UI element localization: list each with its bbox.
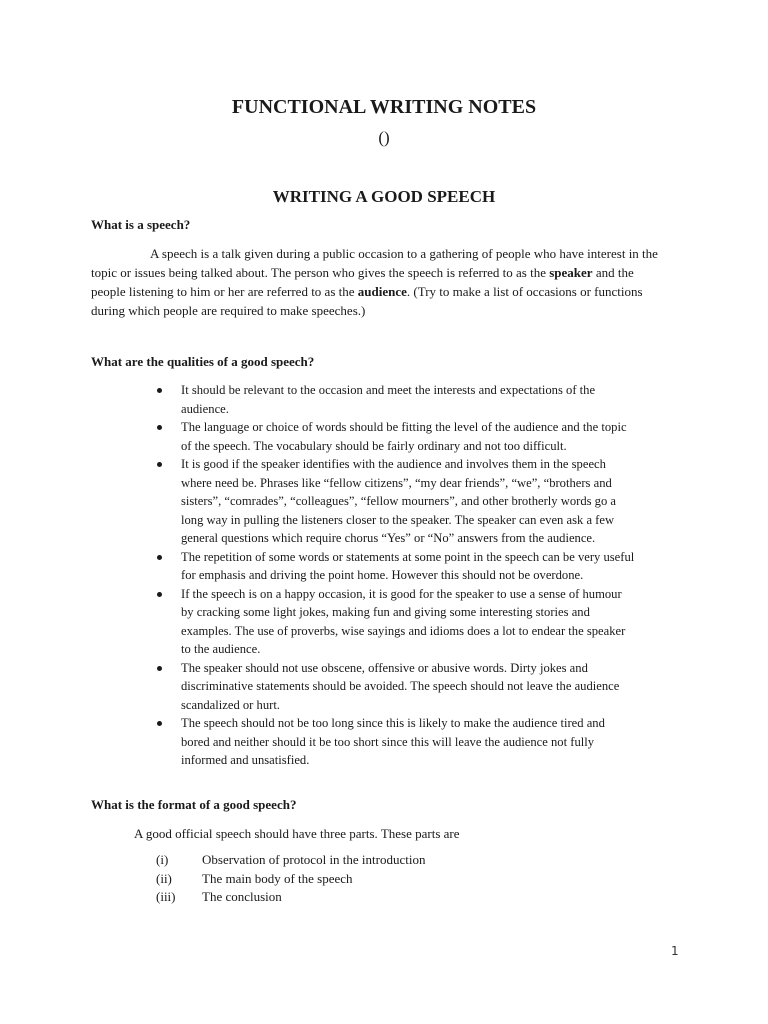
list-item-text: The conclusion (202, 889, 282, 904)
list-item-line: examples. The use of proverbs, wise sayings and idioms does a lot to endear the speaker (181, 623, 626, 638)
paragraph-text: . (Try to make a list of occasions or functions (406, 284, 643, 299)
list-item (91, 585, 691, 659)
list-item (91, 381, 691, 418)
document-subtitle: () (378, 128, 390, 147)
list-item-number: (ii) (156, 870, 172, 886)
bullet-icon (157, 425, 162, 430)
question-format: What is the format of a good speech? (91, 797, 297, 812)
format-intro: A good official speech should have three parts. These parts are (134, 826, 460, 841)
list-item-line: The language or choice of words should be fitting the level of the audience and the topic (181, 420, 627, 434)
list-item-line: long way in pulling the listeners closer to the speaker. The speaker can even ask a few (181, 512, 615, 527)
paragraph-line (91, 263, 691, 282)
speech-definition-paragraph (91, 244, 691, 320)
list-item-number: (i) (156, 852, 169, 867)
paragraph-text: and the (592, 265, 634, 280)
list-item (91, 418, 691, 455)
list-item (91, 455, 691, 548)
list-item-line: general questions which require chorus “Yes” or “No” answers from the audience. (181, 531, 596, 545)
list-item-line: It should be relevant to the occasion and meet the interests and expectations of the (181, 383, 596, 397)
list-item-line: bored and neither should it be too short since this will leave the audience not fully (181, 734, 595, 749)
document-title: FUNCTIONAL WRITING NOTES (231, 96, 537, 118)
page-number: 1 (671, 944, 679, 958)
list-item-line: scandalized or hurt. (181, 697, 280, 712)
list-item-line: of the speech. The vocabulary should be fairly ordinary and not too difficult. (181, 438, 567, 453)
section-title: WRITING A GOOD SPEECH (272, 187, 496, 206)
list-item-line: for emphasis and driving the point home. However this should not be overdone. (181, 568, 584, 582)
list-item-line: discriminative statements should be avoided. The speech should not leave the audience (181, 679, 620, 693)
bullet-icon (157, 462, 162, 467)
bullet-icon (157, 388, 162, 393)
bold-term-speaker: speaker (549, 265, 593, 280)
paragraph-text: people listening to him or her are referred to as the (91, 284, 358, 299)
list-item (91, 659, 691, 715)
list-item-number: (iii) (156, 889, 176, 904)
bullet-icon (157, 666, 162, 671)
list-item-line: If the speech is on a happy occasion, it is good for the speaker to use a sense of humour (181, 586, 622, 601)
list-item-line: by cracking some light jokes, making fun and giving some interesting stories and (181, 605, 590, 619)
list-item-line: It is good if the speaker identifies with the audience and involves them in the speech (181, 457, 606, 471)
list-item-line: sisters”, “comrades”, “colleagues”, “fellow mourners”, and other brotherly words go a (181, 494, 617, 508)
list-item-line: audience. (181, 401, 229, 416)
paragraph-line: A speech is a talk given during a public occasion to a gathering of people who have interest in the (150, 246, 658, 261)
list-item-line: The speech should not be too long since this is likely to make the audience tired and (181, 716, 605, 730)
question-qualities: What are the qualities of a good speech? (91, 354, 315, 369)
list-item (91, 548, 691, 585)
paragraph-line (91, 282, 691, 301)
qualities-list (91, 381, 691, 770)
bullet-icon (157, 555, 162, 560)
question-what-is-speech: What is a speech? (91, 217, 191, 232)
list-item-line: The repetition of some words or statements at some point in the speech can be very useful (181, 549, 635, 564)
bullet-icon (157, 592, 162, 597)
list-item-line: where need be. Phrases like “fellow citizens”, “my dear friends”, “we”, “brothers and (181, 475, 612, 490)
list-item-line: to the audience. (181, 642, 261, 656)
bold-term-audience: audience (357, 284, 407, 299)
list-item (91, 714, 691, 770)
list-item-text: Observation of protocol in the introduction (202, 852, 426, 867)
list-item-line: informed and unsatisfied. (181, 753, 310, 767)
paragraph-line: during which people are required to make speeches.) (91, 303, 366, 318)
paragraph-text: topic or issues being talked about. The person who gives the speech is referred to as the (91, 265, 550, 280)
bullet-icon (157, 721, 162, 726)
list-item-line: The speaker should not use obscene, offensive or abusive words. Dirty jokes and (181, 660, 588, 675)
list-item-text: The main body of the speech (202, 870, 353, 886)
